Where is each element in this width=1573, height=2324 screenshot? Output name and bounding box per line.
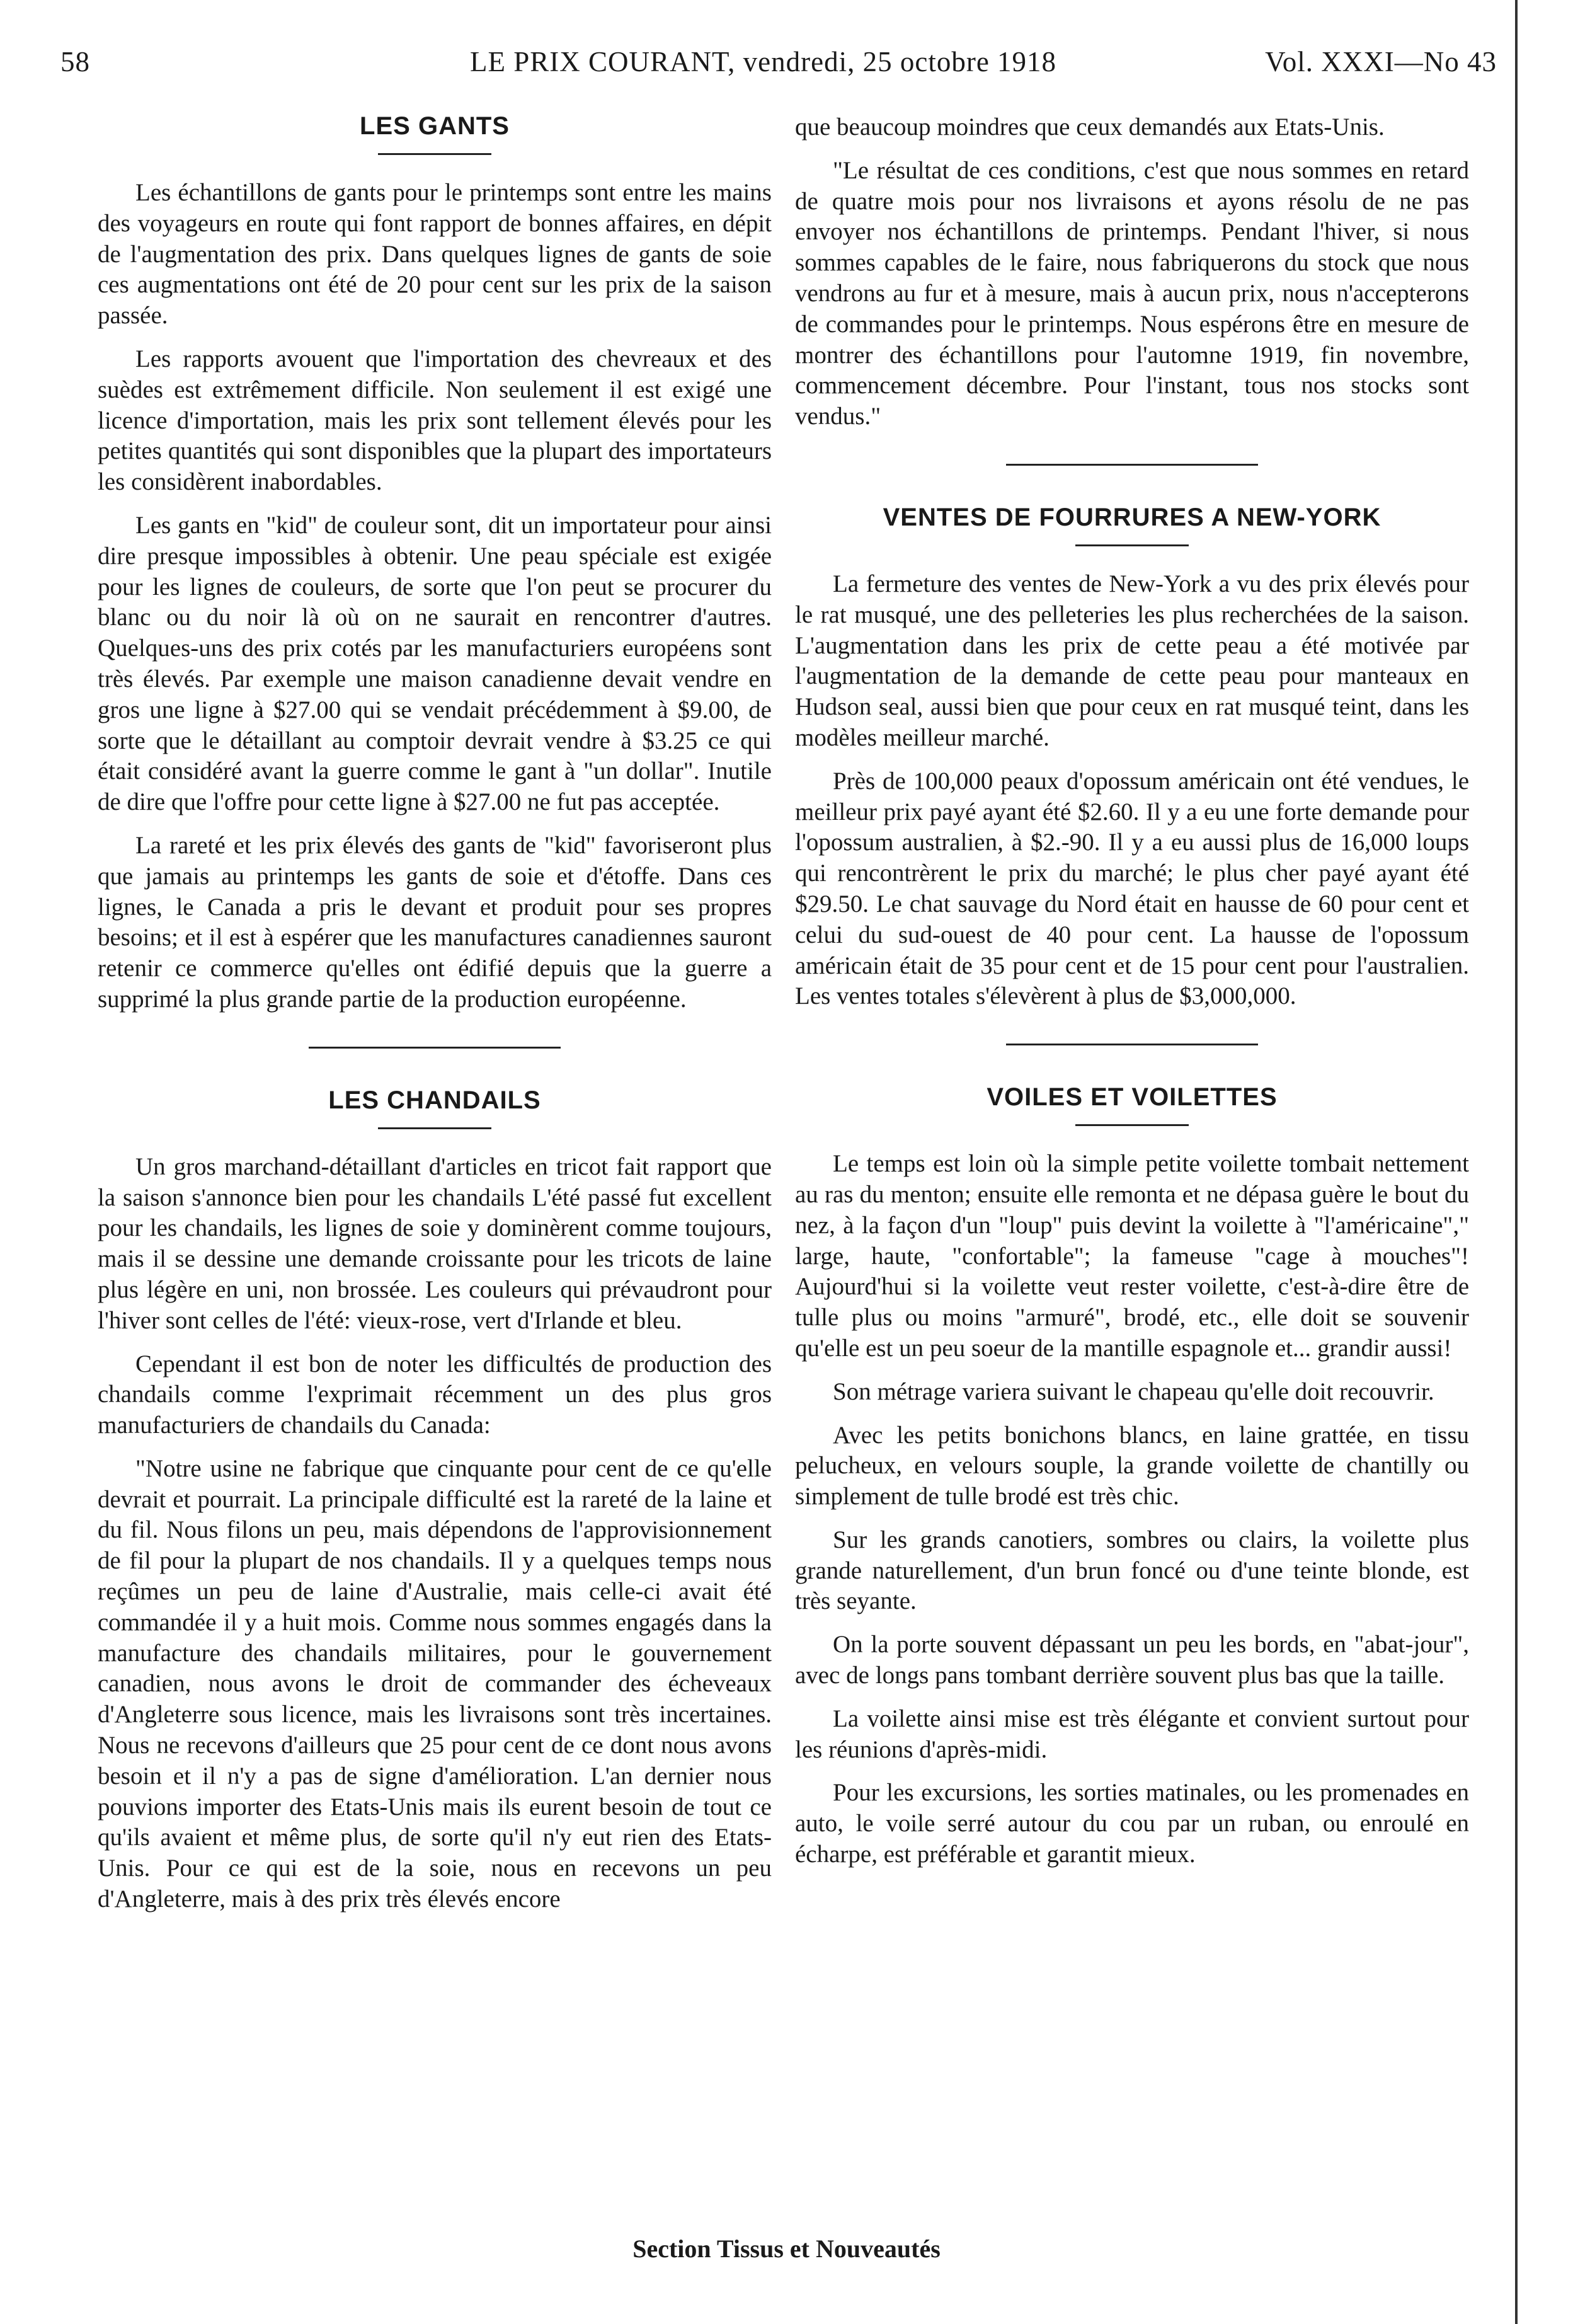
volume-number: Vol. XXXI—No 43 bbox=[1265, 46, 1497, 78]
article-paragraph: On la porte souvent dépassant un peu les bords, en "abat-jour", avec de longs pans tombant derrière souvent plus bas que la taille. bbox=[795, 1631, 1469, 1689]
article-paragraph: Son métrage variera suivant le chapeau qu'elle doit recouvrir. bbox=[833, 1378, 1434, 1405]
article-paragraph: Cependant il est bon de noter les difficultés de production des chandails comme l'exprimait récemment un des plus gros manufacturiers de chandails du Canada: bbox=[98, 1350, 772, 1439]
left-column bbox=[98, 112, 772, 1928]
article-paragraph: La fermeture des ventes de New-York a vu des prix élevés pour le rat musqué, une des pelleteries les plus recherchées de la saison. L'augmentation dans les prix de cette peau a été motivée par l'augmentation de la demande de cette peau pour manteaux en Hudson seal, aussi bien que pour ceux en rat musqué teint, dans les modèles meilleur marché. bbox=[795, 570, 1469, 751]
article-paragraph: Les échantillons de gants pour le printemps sont entre les mains des voyageurs en route qui font rapport de bonnes affaires, en dépit de l'augmentation des prix. Dans quelques lignes de gants de soie ces augmentations ont été de 20 pour cent sur les prix de la saison passée. bbox=[98, 179, 772, 330]
right-column bbox=[795, 112, 1469, 1883]
article-paragraph: Un gros marchand-détaillant d'articles en tricot fait rapport que la saison s'annonce bien pour les chandails L'été passé fut excellent pour les chandails, les lignes de soie y dominèrent comme toujours, mais il se dessine une demande croissante pour les tricots de laine plus légère en uni, non brossée. Les couleurs qui prévaudront pour l'hiver sont celles de l'été: vieux-rose, vert d'Irlande et bleu. bbox=[98, 1153, 772, 1334]
article-title: VOILES ET VOILETTES bbox=[987, 1083, 1278, 1112]
article-les-chandails-continued bbox=[795, 112, 1469, 432]
section-separator bbox=[309, 1047, 561, 1049]
page-header bbox=[60, 45, 1497, 89]
article-paragraph: Le temps est loin où la simple petite voilette tombait nettement au ras du menton; ensuite elle remonta et ne dépasa guère le bout du nez, à la façon d'un "loup" puis devint la voilette à "l'américaine"," large, haute, "confortable"; la fameuse "cage à mouches"! Aujourd'hui si la voilette veut rester voilette, c'est-à-dire être de tulle plus ou moins "armuré", brodé, etc., elle doit se souvenir qu'elle est un peu soeur de la mantille espagnole et... grandir aussi! bbox=[795, 1150, 1469, 1362]
article-paragraph: La rareté et les prix élevés des gants de "kid" favoriseront plus que jamais au printemps les gants de soie et d'étoffe. Dans ces lignes, le Canada a pris le devant et produit pour ses propres besoins; et il est à espérer que les manufactures canadiennes sauront retenir ce commerce qu'elles ont édifié depuis que la guerre a supprimé la plus grande partie de la production européenne. bbox=[98, 831, 772, 1013]
article-les-gants bbox=[98, 112, 772, 1015]
section-separator bbox=[1006, 464, 1258, 466]
article-paragraph: La voilette ainsi mise est très élégante et convient surtout pour les réunions d'après-midi. bbox=[795, 1705, 1469, 1763]
article-title: LES CHANDAILS bbox=[328, 1086, 541, 1114]
article-paragraph: Près de 100,000 peaux d'opossum américain ont été vendues, le meilleur prix payé ayant été $2.60. Il y a eu une forte demande pour l'opossum australien, à $2.-90. Il y a eu aussi plus de 16,000 loups qui rencontrèrent le prix du marché; le plus cher payé ayant été $29.50. Le chat sauvage du Nord était en hausse de 60 pour cent et celui du sud-ouest de 40 pour cent. La hausse de l'opossum américain était de 35 pour cent et de 15 pour cent pour l'australien. Les ventes totales s'élevèrent à plus de $3,000,000. bbox=[795, 767, 1469, 1010]
title-rule bbox=[1075, 1124, 1189, 1126]
article-paragraph: Les rapports avouent que l'importation des chevreaux et des suèdes est extrêmement difficile. Non seulement il est exigé une licence d'importation, mais les prix sont tellement élevés pour les petites quantités qui sont disponibles que la plupart des importateurs les considèrent inabordables. bbox=[98, 345, 772, 496]
title-rule bbox=[378, 1127, 491, 1129]
article-paragraph: que beaucoup moindres que ceux demandés aux Etats-Unis. bbox=[795, 113, 1385, 141]
article-voiles-et-voilettes bbox=[795, 1083, 1469, 1870]
article-title: VENTES DE FOURRURES A NEW-YORK bbox=[883, 503, 1381, 531]
title-rule bbox=[1075, 544, 1189, 546]
section-footer: Section Tissus et Nouveautés bbox=[632, 2235, 941, 2263]
section-separator bbox=[1006, 1044, 1258, 1045]
article-les-chandails bbox=[98, 1086, 772, 1915]
publication-line: LE PRIX COURANT, vendredi, 25 octobre 1918 bbox=[470, 46, 1057, 78]
article-title: LES GANTS bbox=[360, 112, 510, 140]
page-number: 58 bbox=[60, 46, 90, 78]
article-paragraph: Avec les petits bonichons blancs, en laine grattée, en tissu pelucheux, en velours souple, la grande voilette de chantilly ou simplement de tulle brodé est très chic. bbox=[795, 1421, 1469, 1510]
page-edge-rule bbox=[1515, 0, 1518, 2324]
article-paragraph: Sur les grands canotiers, sombres ou clairs, la voilette plus grande naturellement, d'un brun foncé ou d'une teinte blonde, est très seyante. bbox=[795, 1526, 1469, 1615]
article-ventes-de-fourrures bbox=[795, 503, 1469, 1012]
article-paragraph: "Notre usine ne fabrique que cinquante pour cent de ce qu'elle devrait et pourrait. La principale difficulté est la rareté de la laine et du fil. Nous filons un peu, mais dépendons de l'approvisionnement de fil pour la plupart de nos chandails. Il y a quelques temps nous reçûmes un peu de laine d'Australie, mais celle-ci avait été commandée il y a huit mois. Comme nous sommes engagés dans la manufacture des chandails militaires, pour le gouvernement canadien, nous avons le droit de commander des écheveaux d'Angleterre sous licence, mais les livraisons sont très incertaines. Nous ne recevons d'ailleurs que 25 pour cent de ce dont nous avons besoin et il n'y a pas de signe d'amélioration. L'an dernier nous pouvions importer des Etats-Unis mais ils eurent besoin de tout ce qu'ils avaient et même plus, de sorte qu'il n'y eut rien des Etats-Unis. Pour ce qui est de la soie, nous en recevons un peu d'Angleterre, mais à des prix très élevés encore bbox=[98, 1454, 772, 1913]
article-paragraph: Pour les excursions, les sorties matinales, ou les promenades en auto, le voile serré autour du cou par un ruban, ou enroulé en écharpe, est préférable et garantit mieux. bbox=[795, 1779, 1469, 1868]
title-rule bbox=[378, 153, 491, 155]
article-paragraph: Les gants en "kid" de couleur sont, dit un importateur pour ainsi dire presque impossibles à obtenir. Une peau spéciale est exigée pour les lignes de couleurs, de sorte que l'on peut se procurer du blanc ou du noir là où on ne saurait en rencontrer d'autres. Quelques-uns des prix cotés par les manufacturiers européens sont très élevés. Par exemple une maison canadienne devait vendre en gros une ligne à $27.00 qui se vendait précédemment à $9.00, de sorte que le détaillant au comptoir devrait vendre à $3.25 ce qui était considéré avant la guerre comme le gant à "un dollar". Inutile de dire que l'offre pour cette ligne à $27.00 ne fut pas acceptée. bbox=[98, 511, 772, 816]
article-paragraph: "Le résultat de ces conditions, c'est que nous sommes en retard de quatre mois pour nos livraisons et ayons résolu de ne pas envoyer nos échantillons de printemps. Pendant l'hiver, si nous sommes capables de le faire, nous fabriquerons du stock que nous vendrons au fur et à mesure, mais à aucun prix, nous n'accepterons de commandes pour le printemps. Nous espérons être en mesure de montrer des échantillons pour l'automne 1919, fin novembre, commencement décembre. Pour l'instant, tous nos stocks sont vendus." bbox=[795, 156, 1469, 430]
